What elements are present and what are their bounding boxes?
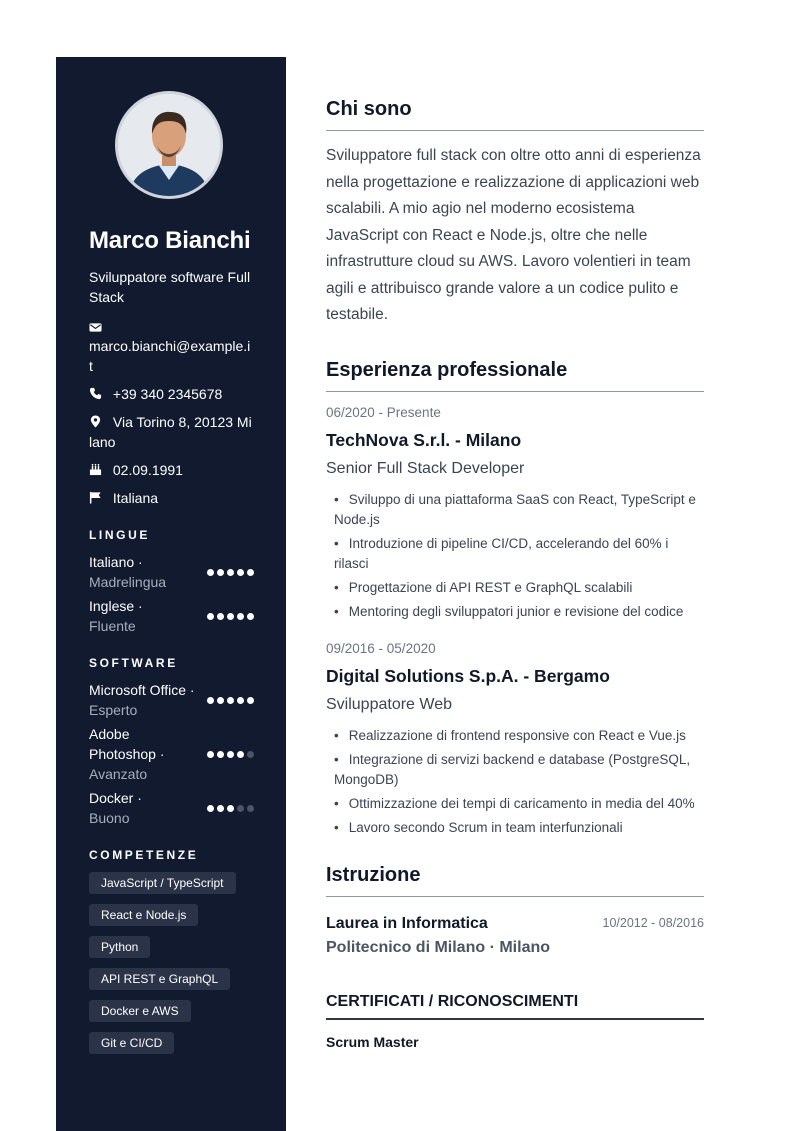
job-company: Digital Solutions S.p.A. - Bergamo: [326, 665, 610, 686]
rating-dot-filled: [247, 569, 254, 576]
education-title: Istruzione: [326, 864, 704, 897]
job-date: 06/2020 - Presente: [326, 404, 441, 420]
rating-dot-filled: [227, 805, 234, 812]
rating-dot-filled: [247, 697, 254, 704]
contact-birthdate: [89, 460, 254, 480]
rating-dot-filled: [237, 569, 244, 576]
rating-dots: [207, 805, 254, 812]
skill-tag: JavaScript / TypeScript: [89, 872, 236, 894]
map-pin-icon: [89, 415, 102, 428]
profile-photo: [118, 94, 220, 196]
email-text: marco.bianchi@example.it: [89, 338, 251, 374]
skill-tag: API REST e GraphQL: [89, 968, 230, 990]
skills-title: COMPETENZE: [89, 848, 199, 862]
software-name: Adobe Photoshop: [89, 726, 156, 762]
languages-title: LINGUE: [89, 528, 150, 542]
language-item: Inglese · Fluente: [89, 596, 254, 636]
rating-dot-filled: [217, 751, 224, 758]
rating-dot-filled: [217, 697, 224, 704]
rating-dot-filled: [237, 613, 244, 620]
job-position: Senior Full Stack Developer: [326, 459, 525, 477]
software-item: Adobe Photoshop · Avanzato: [89, 724, 254, 784]
job-bullet: • Sviluppo di una piattaforma SaaS con React, TypeScript e Node.js: [334, 490, 704, 530]
certificates-title: CERTIFICATI / RICONOSCIMENTI: [326, 993, 704, 1020]
address-text: Via Torino 8, 20123 Milano: [89, 414, 252, 450]
avatar: [115, 91, 223, 199]
job-bullet: • Lavoro secondo Scrum in team interfunzionali: [334, 818, 704, 838]
rating-dots: [207, 697, 254, 704]
person-role: Sviluppatore software Full Stack: [89, 269, 251, 305]
about-title: Chi sono: [326, 98, 704, 131]
job-bullet: • Introduzione di pipeline CI/CD, accelerando del 60% i rilasci: [334, 534, 704, 574]
job-position: Sviluppatore Web: [326, 695, 452, 713]
rating-dot-filled: [217, 613, 224, 620]
job-entry: [326, 640, 704, 838]
software-item: Microsoft Office · Esperto: [89, 680, 254, 720]
rating-dot-filled: [227, 751, 234, 758]
software-list: [89, 680, 254, 828]
job-bullet: • Ottimizzazione dei tempi di caricamento in media del 40%: [334, 794, 704, 814]
education-degree: Laurea in Informatica: [326, 914, 488, 932]
envelope-icon: [89, 321, 102, 334]
main-content: [326, 98, 704, 1050]
software-item: Docker · Buono: [89, 788, 254, 828]
job-company: TechNova S.r.l. - Milano: [326, 429, 522, 450]
rating-dot-empty: [247, 751, 254, 758]
rating-dot-filled: [247, 613, 254, 620]
rating-dot-filled: [227, 697, 234, 704]
contact-address: [89, 412, 254, 452]
education-date: 10/2012 - 08/2016: [602, 915, 704, 930]
about-text: Sviluppatore full stack con oltre otto anni di esperienza nella progettazione e realizzazione di applicazioni web scalabili. A mio agio nel moderno ecosistema JavaScript con React e Node.js, oltre che nelle infrastrutture cloud su AWS. Lavoro volentieri in team agili e attribuisco grande valore a un codice pulito e testabile.: [326, 147, 701, 323]
education-entry: [326, 913, 704, 959]
rating-dot-filled: [207, 697, 214, 704]
flag-icon: [89, 491, 102, 504]
job-bullets: [326, 490, 704, 622]
birthday-cake-icon: [89, 463, 102, 476]
contact-email[interactable]: [89, 321, 254, 376]
language-level: Madrelingua: [89, 574, 167, 590]
rating-dot-filled: [207, 751, 214, 758]
sidebar: [56, 57, 286, 1131]
job-entry: [326, 404, 704, 622]
contact-list: [89, 321, 254, 508]
skill-tag: Docker e AWS: [89, 1000, 191, 1022]
rating-dot-filled: [227, 569, 234, 576]
job-bullet: • Realizzazione di frontend responsive con React e Vue.js: [334, 726, 704, 746]
education-school: Politecnico di Milano · Milano: [326, 938, 551, 956]
phone-icon: [89, 387, 102, 400]
rating-dot-empty: [247, 805, 254, 812]
software-title: SOFTWARE: [89, 656, 178, 670]
job-date: 09/2016 - 05/2020: [326, 640, 436, 656]
job-bullet: • Integrazione di servizi backend e database (PostgreSQL, MongoDB): [334, 750, 704, 790]
contact-phone[interactable]: [89, 384, 254, 404]
rating-dot-filled: [207, 805, 214, 812]
skill-tag: React e Node.js: [89, 904, 198, 926]
rating-dots: [207, 613, 254, 620]
rating-dot-filled: [217, 805, 224, 812]
experience-title: Esperienza professionale: [326, 359, 704, 392]
software-name: Microsoft Office: [89, 682, 186, 698]
software-level: Esperto: [89, 702, 138, 718]
rating-dot-filled: [227, 613, 234, 620]
software-name: Docker: [89, 790, 134, 806]
job-bullet: • Mentoring degli sviluppatori junior e revisione del codice: [334, 602, 704, 622]
skill-tag: Git e CI/CD: [89, 1032, 174, 1054]
languages-list: [89, 552, 254, 636]
birthdate-text: 02.09.1991: [112, 462, 183, 478]
rating-dot-filled: [237, 697, 244, 704]
rating-dot-filled: [207, 569, 214, 576]
rating-dots: [207, 751, 254, 758]
software-level: Buono: [89, 810, 130, 826]
phone-text: +39 340 2345678: [112, 386, 223, 402]
rating-dot-filled: [237, 751, 244, 758]
rating-dot-filled: [207, 613, 214, 620]
language-name: Italiano: [89, 554, 135, 570]
nationality-text: Italiana: [112, 490, 159, 506]
certificate-item: Scrum Master: [326, 1033, 419, 1050]
language-item: Italiano · Madrelingua: [89, 552, 254, 592]
language-level: Fluente: [89, 618, 136, 634]
rating-dot-empty: [237, 805, 244, 812]
language-name: Inglese: [89, 598, 135, 614]
skills-tags: [89, 872, 254, 1054]
person-name: Marco Bianchi: [89, 227, 251, 254]
software-level: Avanzato: [89, 766, 148, 782]
rating-dots: [207, 569, 254, 576]
contact-nationality: [89, 488, 254, 508]
skill-tag: Python: [89, 936, 150, 958]
job-bullet: • Progettazione di API REST e GraphQL scalabili: [334, 578, 704, 598]
job-bullets: [326, 726, 704, 838]
rating-dot-filled: [217, 569, 224, 576]
